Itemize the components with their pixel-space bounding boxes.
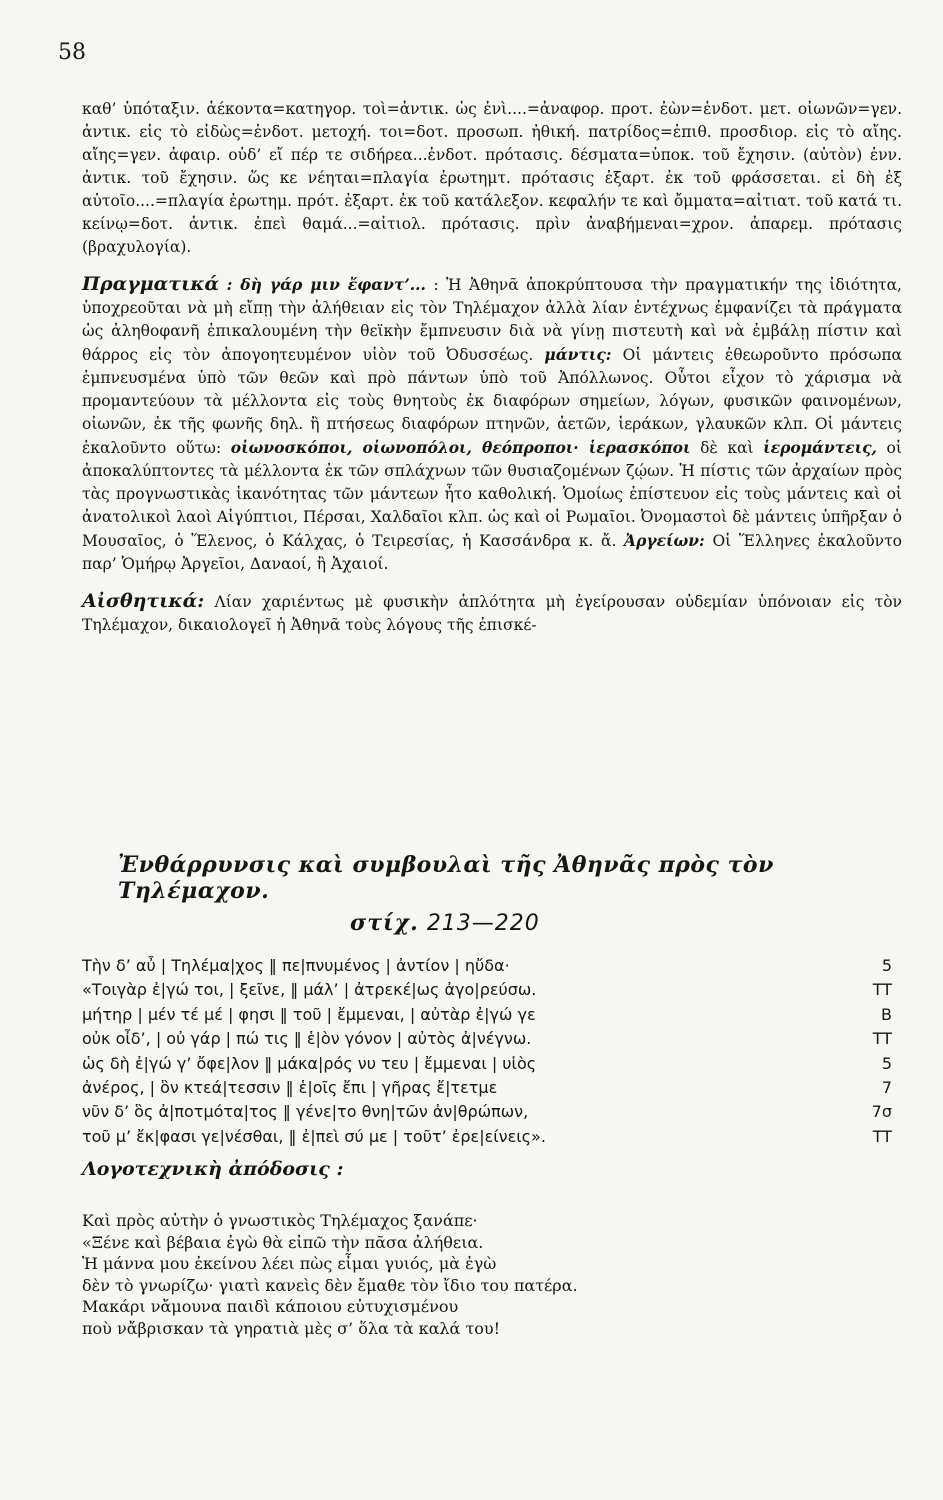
verse-code: 7σ	[871, 1102, 892, 1122]
verse-range-numbers: 213—220	[426, 911, 540, 936]
facts-text-1: : Ἡ Ἀθηνᾶ ἀποκρύπτουσα τὴν πραγματικήν της ἰδιότητα, ὑποχρεοῦται νὰ μὴ εἴπῃ τὴν ἀλήθειαν εἰς τὸν Τηλέμαχον ἀλλὰ λίαν ἐντέχνως ἐμφανίζει τὰ πράγματα ὡς ἀληθοφανῆ ἐπικαλουμένη τὴν θεϊκὴν ἔμπνευσιν διὰ νὰ γίνῃ πιστευτὴ καὶ νὰ ἐμβάλῃ πίστιν καὶ θάρρος εἰς τὸν ἀπογοητευμένον υἱὸν τοῦ Ὀδυσσέως.	[82, 276, 902, 364]
greek-verses	[82, 954, 892, 1149]
verse-code: TT	[872, 1029, 892, 1049]
verse-code: B	[881, 1004, 892, 1024]
verse-text: οὐκ οἶδ’, | οὐ γάρ | πώ τις ‖ ἑ|ὸν γόνον | αὐτὸς ἀ|νέγνω.	[82, 1029, 532, 1049]
grammar-notes: καθ’ ὑπόταξιν. ἀέκοντα=κατηγορ. τοὶ=ἀντικ. ὡς ἐνὶ....=ἀναφορ. προτ. ἐὼν=ἐνδοτ. μετ. οἰωνῶν=γεν. ἀντικ. εἰς τὸ εἰδὼς=ἐνδοτ. μετοχή. τοι=δοτ. προσωπ. ἠθική. πατρίδος=ἐπιθ. προσδιορ. εἰς τὸ αἴης. αἴης=γεν. ἀφαιρ. οὐδ’ εἴ πέρ τε σιδήρεα...ἐνδοτ. πρότασις. δέσματα=ὑποκ. τοῦ ἔχησιν. (αὐτὸν) ἐνν. ἀντικ. τοῦ ἔχησιν. ὥς κε νέηται=πλαγία ἐρωτημτ. πρότασις ἐξαρτ. ἐκ τοῦ φράσσεται. εἰ δὴ ἐξ αὐτοῖο....=πλαγία ἐρωτημ. πρότ. ἐξαρτ. ἐκ τοῦ κατάλεξον. κεφαλήν τε καὶ ὄμματα=αἰτιατ. τοῦ κατά τι. κείνῳ=δοτ. ἀντικ. ἐπεὶ θαμά...=αἰτιολ. πρότασις. πρὶν ἀναβήμεναι=χρον. ἀπαρεμ. πρότασις (βραχυλογία).	[82, 100, 902, 256]
section-title: Ἐνθάρρυνσις καὶ συμβουλαὶ τῆς Ἀθηνᾶς πρὸς τὸν Τηλέμαχον.	[118, 852, 774, 904]
verse-code: TT	[872, 1126, 892, 1146]
verse-line	[82, 978, 892, 1002]
verse-code: 5	[881, 1053, 892, 1073]
verse-range-label: στίχ.	[350, 910, 419, 936]
verse-code: 5	[881, 956, 892, 975]
verse-text: ἀνέρος, | ὃν κτεά|τεσσιν ‖ ἑ|οῖς ἔπι | γῆρας ἔ|τετμε	[82, 1077, 498, 1097]
facts-text-2: Οἱ μάντεις ἐθεωροῦντο πρόσωπα ἐμπνευσμένα ὑπὸ τῶν θεῶν καὶ πρὸ πάντων ὑπὸ τοῦ Ἀπόλλωνος. Οὗτοι εἶχον τὸ χάρισμα νὰ προμαντεύουν τὰ μέλλοντα εἰς τοὺς θνητοὺς ἐκ διαφόρων σημείων, λόγων, φυσικῶν φαινομένων, οἰωνῶν, ἐκ τῆς φωνῆς δηλ. ἢ πτήσεως διαφόρων πτηνῶν, ἀετῶν, ἱεράκων, γλαυκῶν κλπ. Οἱ μάντεις ἐκαλοῦντο οὕτω:	[82, 346, 902, 457]
facts-quote: : δὴ γάρ μιν ἔφαντ’...	[226, 275, 426, 294]
translation-line: δὲν τὸ γνωρίζω· γιατὶ κανεὶς δὲν ἔμαθε τὸν ἴδιο του πατέρα.	[82, 1275, 578, 1295]
facts-heading: Πραγματικά	[82, 273, 220, 295]
verse-line	[82, 1076, 892, 1100]
page-number: 58	[58, 40, 86, 65]
translation-line: ποὺ νἄβρισκαν τὰ γηρατιὰ μὲς σ’ ὅλα τὰ καλά του!	[82, 1318, 501, 1338]
translation-line: Μακάρι νἄμουνα παιδὶ κάποιου εὐτυχισμένου	[82, 1297, 459, 1316]
translation-line: «Ξένε καὶ βέβαια ἐγὼ θὰ εἰπῶ τὴν πᾶσα ἀλήθεια.	[82, 1232, 484, 1252]
facts-term-mantis: μάντις:	[544, 345, 612, 364]
facts-paragraph	[82, 273, 902, 576]
facts-text-3: δὲ καὶ	[700, 439, 754, 457]
facts-term-argeion: Ἀργείων:	[624, 531, 705, 550]
literary-translation	[82, 1210, 782, 1339]
verse-code: TT	[872, 980, 892, 1000]
verse-text: «Τοιγὰρ ἐ|γώ τοι, | ξεῖνε, ‖ μάλ’ | ἀτρεκέ|ως ἀγο|ρεύσω.	[82, 980, 537, 1000]
translation-line: Καὶ πρὸς αὐτὴν ὁ γνωστικὸς Τηλέμαχος ξανάπε·	[82, 1211, 478, 1230]
verse-text: ὡς δὴ ἐ|γώ γ’ ὄφε|λον ‖ μάκα|ρός νυ τευ | ἔμμεναι | υἱὸς	[82, 1053, 537, 1073]
aesthetic-heading: Αἰσθητικά:	[82, 590, 205, 612]
verse-code: 7	[881, 1077, 892, 1097]
commentary-notes	[82, 98, 902, 637]
aesthetic-paragraph	[82, 590, 902, 637]
verse-text: Τὴν δ’ αὖ | Τηλέμα|χος ‖ πε|πνυμένος | ἀντίον | ηὔδα·	[82, 956, 510, 975]
verse-line	[82, 1100, 892, 1124]
verse-line	[82, 954, 892, 978]
verse-text: τοῦ μ’ ἔκ|φασι γε|νέσθαι, ‖ ἐ|πεὶ σύ με | τοῦτ’ ἐρε|είνεις».	[82, 1126, 546, 1146]
facts-text-5: Οἱ Ἕλληνες ἐκαλοῦντο παρ’ Ὁμήρῳ Ἀργεῖοι, Δαναοί, ἢ Ἀχαιοί.	[82, 532, 903, 573]
verse-line	[82, 1125, 892, 1149]
facts-term-ieromanteis: ἱερομάντεις,	[763, 438, 877, 457]
verse-line	[82, 1027, 892, 1051]
facts-term-oionoskopoi: οἰωνοσκόποι, οἰωνοπόλοι, θεόπροποι· ἱερασκόποι	[230, 438, 691, 457]
verse-text: νῦν δ’ ὃς ἀ|ποτμότα|τος ‖ γένε|το θνη|τῶν ἀν|θρώπων,	[82, 1102, 529, 1122]
translation-title: Λογοτεχνικὴ ἀπόδοσις :	[82, 1158, 344, 1180]
verse-range	[350, 910, 540, 936]
verse-line	[82, 1003, 892, 1027]
translation-line: Ἡ μάννα μου ἐκείνου λέει πὼς εἶμαι γυιός, μὰ ἐγὼ	[82, 1254, 497, 1273]
verse-text: μήτηρ | μέν τέ μέ | φησι ‖ τοῦ | ἔμμεναι, | αὐτὰρ ἐ|γώ γε	[82, 1004, 536, 1024]
aesthetic-text: Λίαν χαριέντως μὲ φυσικὴν ἁπλότητα μὴ ἐγείρουσαν οὐδεμίαν ὑπόνοιαν εἰς τὸν Τηλέμαχον, δικαιολογεῖ ἡ Ἀθηνᾶ τοὺς λόγους τῆς ἐπισκέ-	[82, 593, 902, 634]
verse-line	[82, 1052, 892, 1076]
facts-text-4: οἱ ἀποκαλύπτοντες τὰ μέλλοντα ἐκ τῶν σπλάχνων τῶν θυσιαζομένων ζῴων. Ἡ πίστις τῶν ἀρχαίων πρὸς τὰς προγνωστικὰς ἱκανότητας τῶν μάντεων ἦτο καθολική. Ὁμοίως ἐπίστευον εἰς τοὺς μάντεις καὶ οἱ ἀνατολικοὶ λαοὶ Αἰγύπτιοι, Πέρσαι, Χαλδαῖοι κλπ. ὡς καὶ οἱ Ρωμαῖοι. Ὀνομαστοὶ δὲ μάντεις ὑπῆρξαν ὁ Μουσαῖος, ὁ Ἕλενος, ὁ Κάλχας, ὁ Τειρεσίας, ἡ Κασσάνδρα κ. ἄ.	[82, 439, 902, 550]
